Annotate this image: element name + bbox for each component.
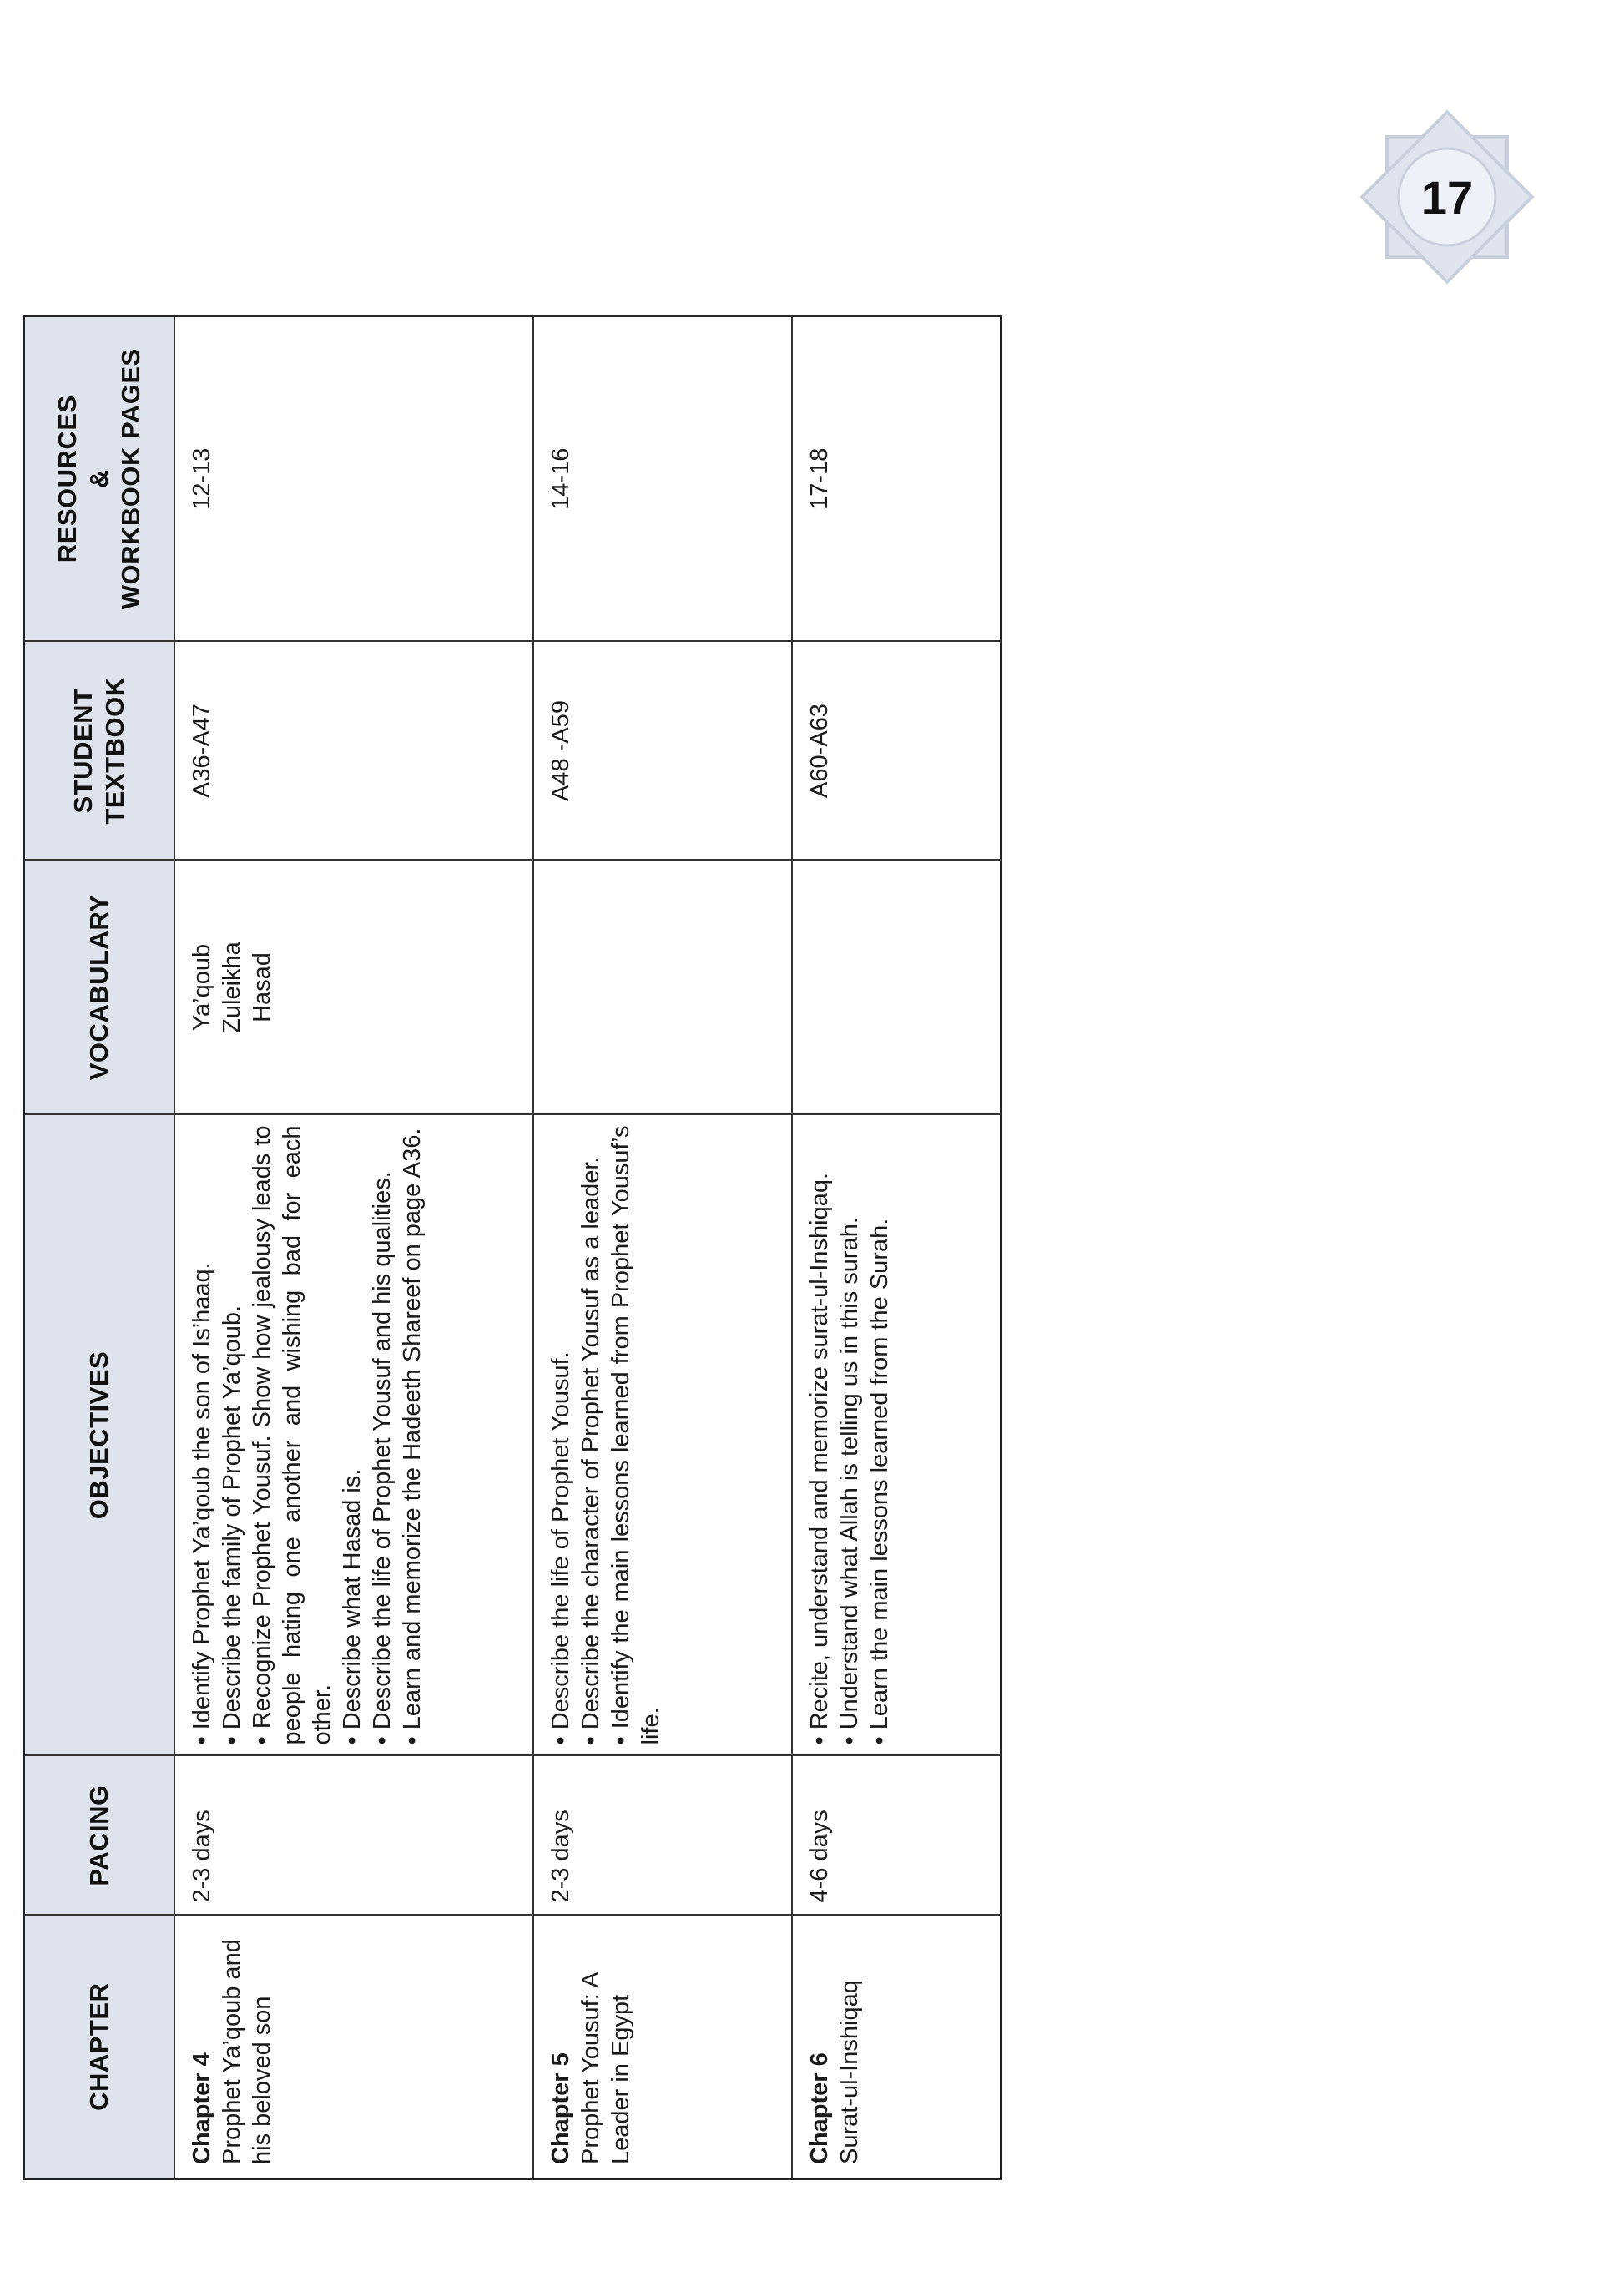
vocabulary-term: Hasad [249,952,275,1022]
objectives-cell [174,1115,533,1756]
objectives-list [187,1126,427,1745]
header-row [24,316,175,2179]
header-student-textbook [24,642,175,861]
vocabulary-cell [792,861,1001,1115]
vocabulary-term: Zuleikha [219,942,245,1033]
objectives-list [804,1126,895,1745]
chapter-cell [533,1916,792,2179]
objective-item: • Recite, understand and memorize surat-ul-Inshiqaq. [804,1126,835,1745]
objective-item: • Describe the life of Prophet Yousuf. [546,1126,576,1745]
objective-item: • Identify the main lessons learned from Prophet Yousuf’s life. [606,1126,666,1745]
objective-item: • Describe the life of Prophet Yousuf and his qualities. [367,1126,397,1745]
objective-item: • Describe the character of Prophet Yousuf as a leader. [576,1126,606,1745]
table-row [792,316,1001,2179]
workbook-pages-cell: 17-18 [792,316,1001,642]
objective-item: • Learn the main lessons learned from the Surah. [865,1126,895,1745]
objective-item: • Understand what Allah is telling us in this surah. [835,1126,865,1745]
workbook-pages-cell: 12-13 [174,316,533,642]
objectives-list [546,1126,666,1745]
chapter-title: Prophet Ya’qoub and his beloved son [219,1939,275,2164]
textbook-pages-cell: A48 -A59 [533,642,792,861]
vocabulary-cell [533,861,792,1115]
curriculum-table-wrapper [23,317,967,2180]
table-row [174,316,533,2179]
header-pacing: PACING [24,1756,175,1916]
header-objectives: OBJECTIVES [24,1115,175,1756]
header-textbook-line1: STUDENT [68,688,98,814]
header-vocabulary: VOCABULARY [24,861,175,1115]
header-resources-line1: RESOURCES [53,395,82,563]
header-textbook-line2: TEXTBOOK [100,677,129,825]
header-resources-line3: WORKBOOK PAGES [116,348,145,610]
vocabulary-term: Ya’qoub [189,943,215,1032]
objectives-cell [533,1115,792,1756]
header-resources-line2: & [84,469,113,489]
chapter-cell [174,1916,533,2179]
workbook-pages-cell: 14-16 [533,316,792,642]
pacing-cell: 2-3 days [533,1756,792,1916]
objective-item: • Learn and memorize the Hadeeth Shareef on page A36. [397,1126,427,1745]
page-number-badge [1350,100,1544,294]
table-row [533,316,792,2179]
objectives-cell [792,1115,1001,1756]
vocabulary-cell [174,861,533,1115]
chapter-title: Surat-ul-Inshiqaq [836,1980,863,2164]
header-resources [24,316,175,642]
objective-item: • Recognize Prophet Yousuf. Show how jealousy leads to people hating one another and wishing bad for each other. [247,1126,337,1745]
chapter-number: Chapter 5 [547,2052,574,2164]
header-chapter: CHAPTER [24,1916,175,2179]
objective-item: • Describe what Hasad is. [337,1126,367,1745]
pacing-cell: 4-6 days [792,1756,1001,1916]
textbook-pages-cell: A36-A47 [174,642,533,861]
chapter-number: Chapter 6 [806,2052,833,2164]
pacing-cell: 2-3 days [174,1756,533,1916]
chapter-cell [792,1916,1001,2179]
chapter-number: Chapter 4 [189,2052,215,2164]
chapter-title: Prophet Yousuf: A Leader in Egypt [577,1973,634,2164]
objective-item: • Identify Prophet Ya’qoub the son of Is’haaq. [187,1126,217,1745]
curriculum-table [23,315,1002,2180]
textbook-pages-cell: A60-A63 [792,642,1001,861]
objective-item: • Describe the family of Prophet Ya’qoub. [217,1126,247,1745]
page-number: 17 [1420,170,1474,224]
